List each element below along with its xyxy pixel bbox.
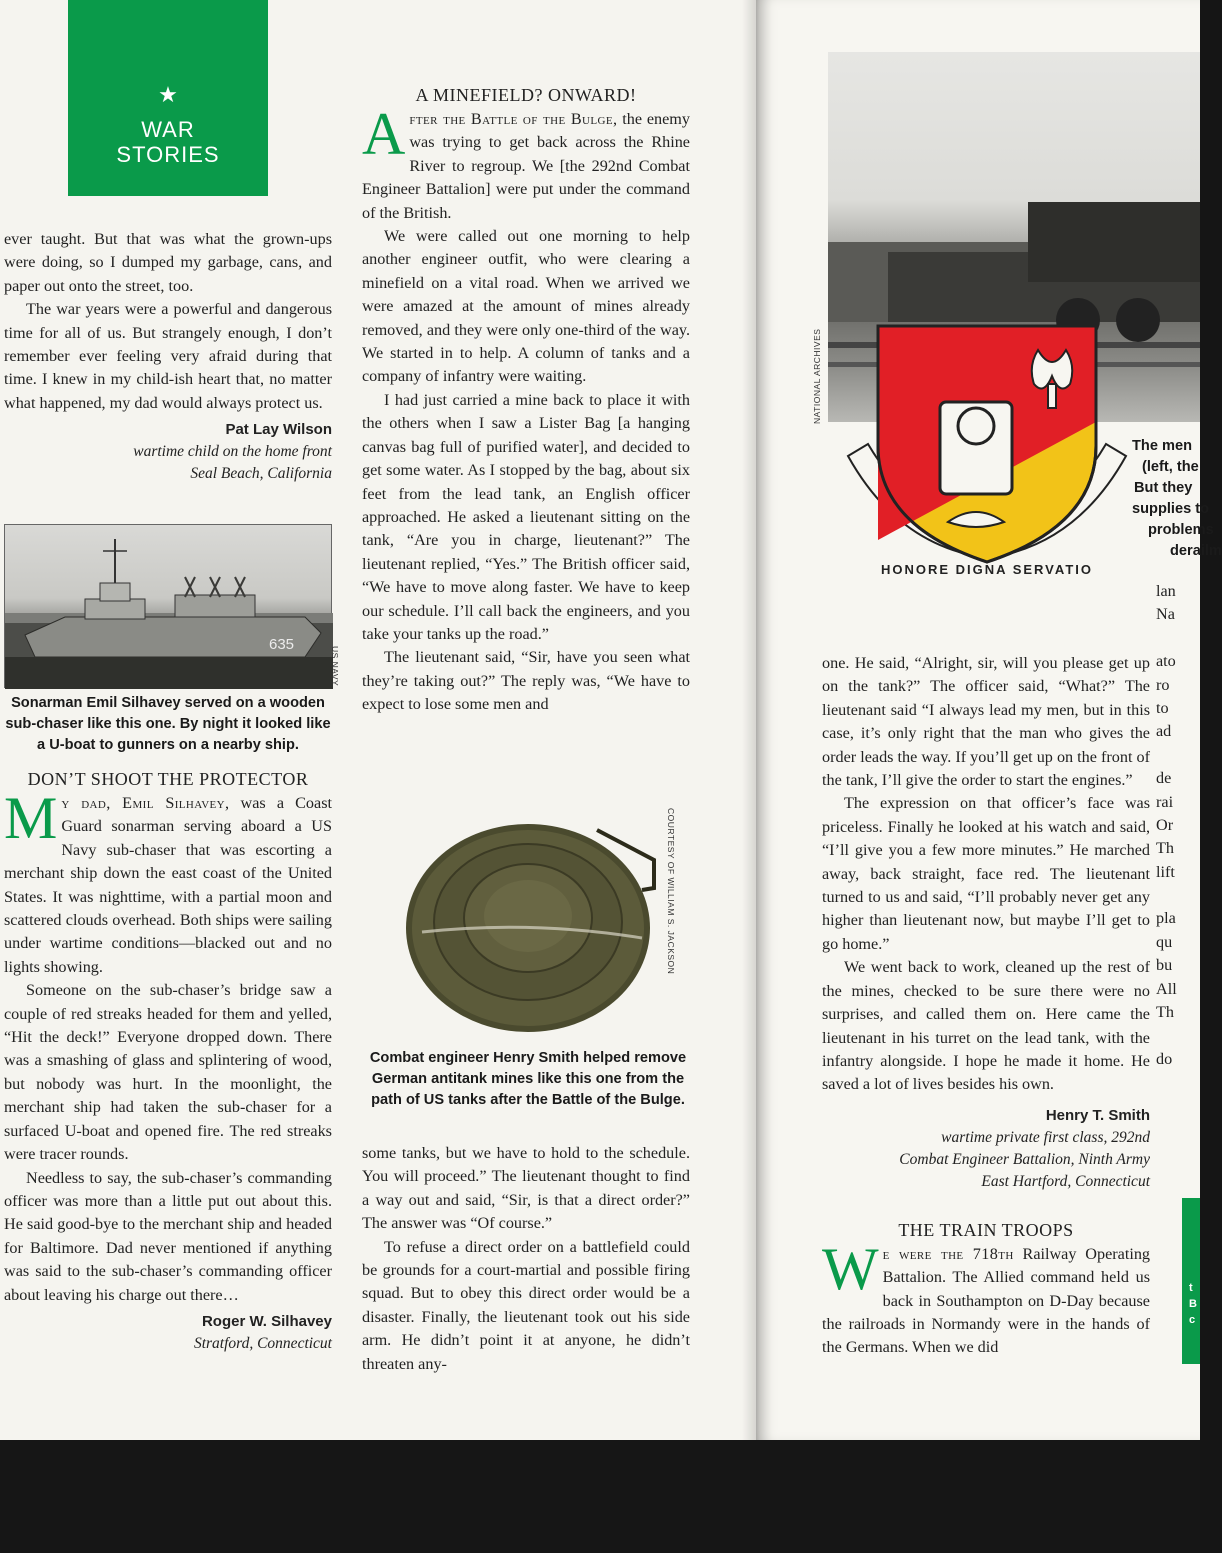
story3-lead-smallcaps: fter the Battle of the Bulge, — [409, 110, 618, 128]
story2-paragraph: Needless to say, the sub-chaser’s commanding officer was more than a little put out about this. He said good-bye to the merchant ship and headed for Baltimore. Dad never mentioned if anything was said to the sub-chaser’s commanding officer about leaving his charge out there… — [4, 1168, 332, 1304]
story3-title: A MINEFIELD? ONWARD! — [415, 85, 637, 105]
story3-author-role: wartime private first class, 292nd — [941, 1128, 1150, 1146]
story4-lead-smallcaps: e were the 718th — [882, 1244, 1014, 1263]
ship-photo-credit: US NAVY — [330, 646, 340, 687]
story2-author-location: Stratford, Connecticut — [193, 1334, 332, 1352]
edge-line: Na — [1156, 605, 1175, 624]
edge-line: rai — [1156, 792, 1174, 811]
mine-illustration — [392, 800, 664, 1040]
crest-illustration — [838, 326, 1136, 582]
caption-line: supplies to — [1132, 501, 1210, 517]
story4-lead-text: Railway Operating Battalion. The Allied command held us back in Southampton on D-Day because the railroads in Normandy were in the hands of the Germans. When we did — [822, 1244, 1151, 1357]
edge-line — [1156, 1024, 1200, 1047]
story1-paragraph: ever taught. But that was what the grown-ups were doing, so I dumped my garbage, cans, and paper out onto the street, too. — [4, 230, 332, 295]
story2-lead-smallcaps: y dad, Emil Silhavey, — [61, 794, 230, 812]
edge-line: Th — [1156, 839, 1174, 858]
story3-author: Henry T. Smith — [1045, 1106, 1150, 1124]
caption-line: derailm — [1170, 543, 1222, 559]
story3-lead-text: the enemy was trying to get back across the Rhine River to regroup. We [the 292nd Combat Engineer Battalion] were put under the command of the British. — [362, 110, 690, 222]
story1-author-role: wartime child on the home front — [133, 443, 332, 461]
story2-title: DON’T SHOOT THE PROTECTOR — [27, 769, 309, 789]
train-caption-fragment — [1132, 436, 1222, 562]
story1-paragraph: The war years were a powerful and dangerous time for all of us. But strangely enough, I don’t remember ever feeling very afraid during that time. I knew in my child-ish heart that, no matter what happened, my dad would always protect us. — [4, 300, 332, 412]
story2-dropcap: M — [4, 785, 58, 851]
story2-lead-text: was a Coast Guard sonarman serving aboard a US Navy sub-chaser that was escorting a merchant ship down the east coast of the United States. It was nighttime, with a partial moon and scattered clouds overhead. Both ships were sailing under wartime conditions—blacked out and no lights showing. — [4, 794, 332, 976]
sub-chaser-photo — [4, 524, 332, 688]
edge-line: qu — [1156, 932, 1173, 951]
story4-title: THE TRAIN TROOPS — [898, 1219, 1074, 1240]
tab-letter: B — [1189, 1298, 1197, 1310]
story2-author: Roger W. Silhavey — [201, 1312, 332, 1330]
mine-caption: Combat engineer Henry Smith helped remove German antitank mines like this one from the path of US tanks after the Battle of the Bulge. — [369, 1050, 687, 1108]
edge-line: to — [1156, 698, 1169, 717]
edge-line: de — [1156, 769, 1172, 788]
edge-line: ato — [1156, 652, 1176, 671]
story3-paragraph: some tanks, but we have to hold to the schedule. You will proceed.” The lieutenant thought to find a way out and said, “Sir, is that a direct order?” The answer was “Of course.” — [362, 1144, 690, 1233]
train-photo-credit: NATIONAL ARCHIVES — [812, 328, 822, 424]
story2-lead — [4, 785, 332, 979]
edge-column-fragment — [1156, 580, 1200, 1071]
edge-line: lift — [1156, 862, 1175, 881]
caption-line: But they — [1134, 480, 1193, 496]
column-2-continued — [362, 1142, 690, 1376]
war-stories-badge — [68, 0, 268, 196]
story3-paragraph: We were called out one morning to help another engineer outfit, who were clearing a minefield on a vital road. When we arrived we were amazed at the amount of mines already removed, and they were only one-third of the way. We started in to help. A column of tanks and a company of infantry were waiting. — [362, 227, 690, 386]
story3-dropcap: A — [362, 101, 406, 167]
battalion-crest — [838, 326, 1136, 582]
edge-line: ro — [1156, 675, 1170, 694]
edge-line — [1156, 744, 1200, 767]
column-1 — [4, 228, 332, 485]
story4-lead — [822, 1235, 1151, 1360]
edge-line — [1156, 884, 1200, 907]
mine-photo-credit: COURTESY OF WILLIAM S. JACKSON — [666, 808, 676, 975]
star-icon: ★ — [158, 82, 178, 107]
story2-paragraph: Someone on the sub-chaser’s bridge saw a couple of red streaks headed for them and yelled, “Hit the deck!” Everyone dropped down. There was a smashing of glass and splintering of wood, but nobody was hurt. In the moonlight, the merchant ship had taken the sub-chaser for a surfaced U-boat and opened fire. The red streaks were tracer rounds. — [4, 981, 332, 1164]
story3-author-unit: Combat Engineer Battalion, Ninth Army — [899, 1150, 1150, 1168]
antitank-mine-photo — [392, 800, 664, 1040]
edge-line: pla — [1156, 909, 1176, 928]
caption-line: (left, the — [1142, 459, 1199, 475]
edge-line: bu — [1156, 956, 1173, 975]
story3-paragraph: To refuse a direct order on a battlefield could be grounds for a court-martial and possible firing squad. But to obey this direct order would be a disaster. Finally, the lieutenant took out his side arm. He didn’t point it at anyone, he didn’t threaten any- — [362, 1237, 690, 1373]
scan-background — [0, 1440, 1200, 1553]
edge-line — [1156, 627, 1200, 650]
badge-line-stories: STORIES — [116, 142, 220, 167]
story3-paragraph: one. He said, “Alright, sir, will you please get up on the tank?” The officer said, “What?” The lieutenant said “I always lead my men, but in this case, it’s only right that the man who gives the order leads the way. If you’ll get up on the front of the tank, I’ll give the order to start the engines.” — [822, 654, 1150, 790]
story3-paragraph: I had just carried a mine back to place it with the others when I saw a Lister Bag [a hanging canvas bag full of purified water], and decided to get some water. As I stopped by the bag, about six feet from the lead tank, an English officer approached. He asked a lieutenant sitting on the tank, “Are you in charge, lieutenant?” The lieutenant replied, “Yes.” The British officer said, “We have to move along faster. We have to keep our schedule. I’ll call back the engineers, and you take your tanks up the road.” — [362, 390, 690, 643]
story1-author: Pat Lay Wilson — [225, 421, 332, 439]
story3-paragraph: The lieutenant said, “Sir, have you seen what they’re taking out?” The reply was, “We have to expect to lose some men and — [362, 648, 690, 714]
hull-number: 635 — [269, 636, 295, 653]
caption-line: The men — [1132, 438, 1193, 454]
crest-motto: HONORE DIGNA SERVATIO — [881, 562, 1093, 577]
green-sidebar-tab — [1182, 1198, 1200, 1364]
edge-line: lan — [1156, 582, 1176, 600]
ship-illustration — [5, 525, 333, 689]
story1-author-location: Seal Beach, California — [190, 465, 332, 483]
column-3 — [822, 652, 1150, 1360]
column-2 — [362, 84, 690, 717]
ship-caption: Sonarman Emil Silhavey served on a wooden sub-chaser like this one. By night it looked like a U-boat to gunners on a nearby ship. — [5, 695, 331, 753]
edge-line: Or — [1156, 815, 1174, 834]
story3-paragraph: The expression on that officer’s face was priceless. Finally he looked at his watch and said, “I’ll give you a few more minutes.” He marched away, back straight, face red. The lieutenant turned to us and said, “I’ll probably never get any higher than lieutenant now, but maybe I’ll get to go home.” — [822, 794, 1150, 953]
edge-line: ad — [1156, 722, 1172, 741]
story3-lead — [362, 101, 690, 225]
story3-paragraph: We went back to work, cleaned up the rest of the mines, checked to be sure there were no surprises, and called them on. Here came the lieutenant in his turret on the lead tank, with the infantry alongside. I hope he made it home. He saved a lot of lives besides his own. — [822, 958, 1150, 1094]
badge-line-war: WAR — [141, 117, 195, 142]
story3-author-location: East Hartford, Connecticut — [981, 1172, 1150, 1190]
tab-letter: c — [1189, 1314, 1196, 1326]
edge-line: do — [1156, 1049, 1173, 1068]
story4-dropcap: W — [822, 1235, 879, 1302]
caption-line: problems — [1148, 522, 1214, 538]
page-gutter — [742, 0, 772, 1440]
tab-letter: t — [1189, 1282, 1193, 1294]
edge-line: Th — [1156, 1003, 1174, 1022]
story2 — [4, 768, 332, 1355]
edge-line: All — [1156, 979, 1177, 998]
